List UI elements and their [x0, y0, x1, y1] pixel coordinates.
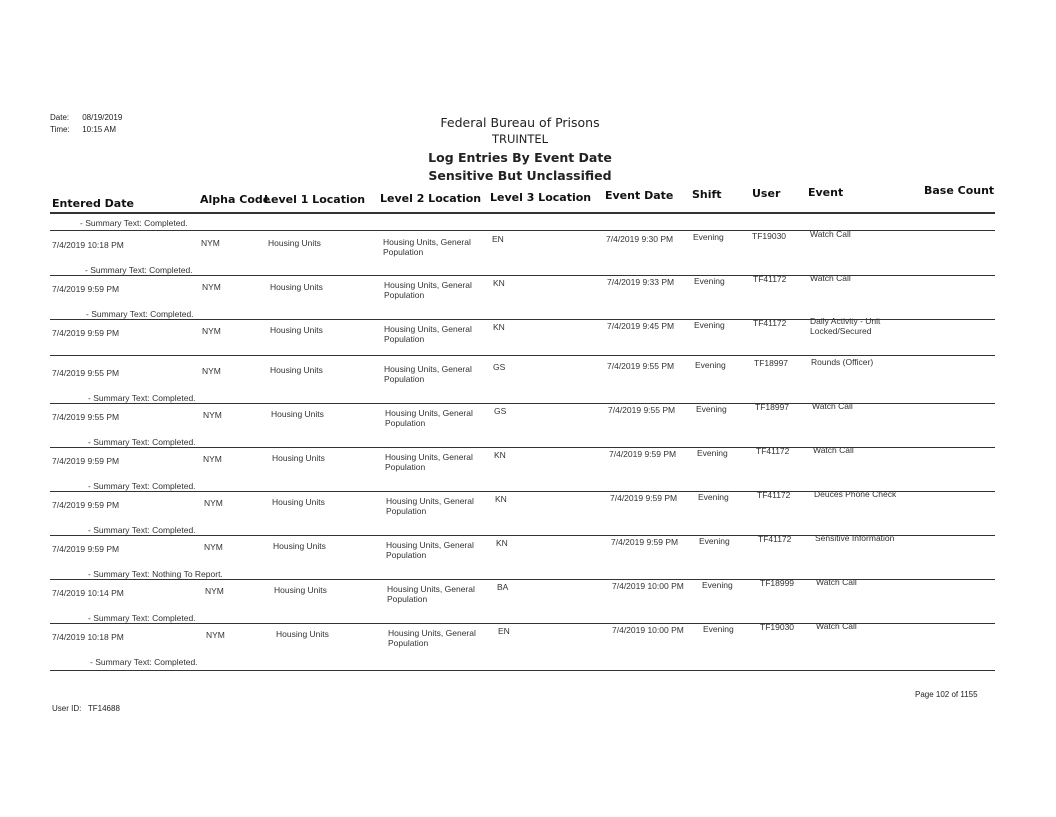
cell-level3: EN — [498, 626, 510, 636]
col-event-date: Event Date — [605, 189, 674, 202]
summary-text: - Summary Text: Completed. — [88, 613, 196, 623]
cell-event-date: 7/4/2019 10:00 PM — [612, 625, 684, 635]
cell-level2: Housing Units, General Population — [388, 628, 476, 648]
cell-event: Watch Call — [813, 445, 854, 455]
cell-level1: Housing Units — [272, 453, 325, 463]
cell-level3: KN — [496, 538, 508, 548]
cell-shift: Evening — [695, 360, 726, 370]
cell-level2: Housing Units, General Population — [386, 496, 474, 516]
footer-user-id: User ID: TF14688 — [52, 704, 120, 713]
cell-entered: 7/4/2019 9:59 PM — [52, 500, 120, 510]
cell-shift: Evening — [696, 404, 727, 414]
cell-event-date: 7/4/2019 9:55 PM — [607, 361, 675, 371]
cell-user: TF18999 — [760, 578, 795, 588]
cell-user: TF41172 — [753, 318, 787, 328]
cell-entered: 7/4/2019 9:59 PM — [52, 328, 120, 338]
summary-text: - Summary Text: Completed. — [85, 265, 193, 275]
col-base-count: Base Count — [924, 184, 995, 197]
cell-event-date: 7/4/2019 9:59 PM — [609, 449, 677, 459]
report-date: Date: 08/19/2019 — [50, 113, 123, 122]
cell-level1: Housing Units — [272, 497, 325, 507]
col-alpha-code: Alpha Code — [200, 193, 271, 206]
cell-level1: Housing Units — [270, 282, 323, 292]
cell-user: TF41172 — [757, 490, 791, 500]
cell-level3: GS — [493, 362, 506, 372]
cell-event-date: 7/4/2019 9:30 PM — [606, 234, 674, 244]
header-rule — [50, 212, 995, 214]
cell-event-date: 7/4/2019 9:59 PM — [611, 537, 679, 547]
cell-level1: Housing Units — [268, 238, 321, 248]
cell-level2: Housing Units, General Population — [384, 280, 472, 300]
summary-text: - Summary Text: Completed. — [88, 525, 196, 535]
col-entered-date: Entered Date — [52, 197, 134, 210]
col-shift: Shift — [692, 188, 722, 201]
row-divider — [50, 355, 995, 356]
col-event: Event — [808, 186, 844, 199]
cell-level2: Housing Units, General Population — [385, 408, 473, 428]
cell-event-date: 7/4/2019 9:45 PM — [607, 321, 675, 331]
table-bottom-rule — [50, 670, 995, 671]
cell-level3: KN — [493, 322, 505, 332]
cell-entered: 7/4/2019 9:59 PM — [52, 284, 120, 294]
cell-shift: Evening — [697, 448, 728, 458]
cell-shift: Evening — [694, 276, 725, 286]
report-system: TRUINTEL — [491, 132, 549, 146]
cell-event-date: 7/4/2019 9:59 PM — [610, 493, 678, 503]
cell-alpha: NYM — [202, 326, 221, 336]
cell-entered: 7/4/2019 9:55 PM — [52, 368, 120, 378]
cell-event: Sensitive Information — [815, 533, 895, 543]
cell-event: Rounds (Officer) — [811, 357, 874, 367]
col-user: User — [752, 187, 781, 200]
cell-alpha: NYM — [202, 282, 221, 292]
cell-user: TF19030 — [752, 231, 787, 241]
cell-level2: Housing Units, General Population — [384, 324, 472, 344]
cell-event: Watch Call — [812, 401, 853, 411]
cell-entered: 7/4/2019 10:14 PM — [52, 588, 124, 598]
cell-level2: Housing Units, General Population — [383, 237, 471, 257]
cell-entered: 7/4/2019 9:55 PM — [52, 412, 120, 422]
cell-user: TF41172 — [756, 446, 790, 456]
cell-entered: 7/4/2019 10:18 PM — [52, 632, 124, 642]
col-level1: Level 1 Location — [264, 193, 366, 206]
cell-alpha: NYM — [203, 454, 222, 464]
cell-shift: Evening — [702, 580, 733, 590]
cell-event: Deuces Phone Check — [814, 489, 897, 499]
cell-event: Watch Call — [816, 621, 857, 631]
cell-level1: Housing Units — [276, 629, 329, 639]
summary-text: - Summary Text: Completed. — [88, 393, 196, 403]
cell-level2: Housing Units, General Population — [387, 584, 475, 604]
cell-level1: Housing Units — [271, 409, 324, 419]
cell-level2: Housing Units, General Population — [385, 452, 473, 472]
report-org: Federal Bureau of Prisons — [440, 115, 600, 130]
cell-shift: Evening — [693, 232, 724, 242]
report-classification: Sensitive But Unclassified — [428, 168, 612, 183]
cell-event-date: 7/4/2019 9:55 PM — [608, 405, 676, 415]
cell-level2: Housing Units, General Population — [386, 540, 474, 560]
cell-alpha: NYM — [204, 542, 223, 552]
cell-user: TF18997 — [754, 358, 789, 368]
cell-event: Watch Call — [816, 577, 857, 587]
summary-text: - Summary Text: Completed. — [88, 437, 196, 447]
cell-level3: GS — [494, 406, 507, 416]
cell-level1: Housing Units — [270, 325, 323, 335]
summary-text: - Summary Text: Nothing To Report. — [88, 569, 223, 579]
cell-alpha: NYM — [202, 366, 221, 376]
cell-shift: Evening — [698, 492, 729, 502]
cell-level3: BA — [497, 582, 509, 592]
cell-user: TF19030 — [760, 622, 795, 632]
summary-text: - Summary Text: Completed. — [88, 481, 196, 491]
cell-entered: 7/4/2019 10:18 PM — [52, 240, 124, 250]
cell-user: TF41172 — [758, 534, 792, 544]
cell-level1: Housing Units — [274, 585, 327, 595]
cell-shift: Evening — [694, 320, 725, 330]
cell-level3: KN — [494, 450, 506, 460]
col-level3: Level 3 Location — [490, 191, 592, 204]
cell-user: TF41172 — [753, 274, 787, 284]
report-time: Time: 10:15 AM — [50, 125, 117, 134]
page-number: Page 102 of 1155 — [915, 690, 978, 699]
cell-event: Watch Call — [810, 273, 851, 283]
report-title: Log Entries By Event Date — [428, 150, 612, 165]
cell-shift: Evening — [703, 624, 734, 634]
cell-entered: 7/4/2019 9:59 PM — [52, 544, 120, 554]
cell-event: Watch Call — [810, 229, 851, 239]
cell-event-date: 7/4/2019 9:33 PM — [607, 277, 675, 287]
cell-level3: KN — [495, 494, 507, 504]
cell-level2: Housing Units, General Population — [384, 364, 472, 384]
cell-alpha: NYM — [204, 498, 223, 508]
cell-user: TF18997 — [755, 402, 790, 412]
summary-text: - Summary Text: Completed. — [90, 657, 198, 667]
summary-text: - Summary Text: Completed. — [86, 309, 194, 319]
summary-text: - Summary Text: Completed. — [80, 218, 188, 228]
cell-event: Daily Activity - Unit Locked/Secured — [810, 316, 881, 336]
cell-alpha: NYM — [203, 410, 222, 420]
cell-alpha: NYM — [206, 630, 225, 640]
cell-level1: Housing Units — [273, 541, 326, 551]
col-level2: Level 2 Location — [380, 192, 482, 205]
cell-level3: KN — [493, 278, 505, 288]
cell-alpha: NYM — [205, 586, 224, 596]
cell-level3: EN — [492, 234, 504, 244]
cell-shift: Evening — [699, 536, 730, 546]
cell-level1: Housing Units — [270, 365, 323, 375]
cell-entered: 7/4/2019 9:59 PM — [52, 456, 120, 466]
cell-event-date: 7/4/2019 10:00 PM — [612, 581, 684, 591]
cell-alpha: NYM — [201, 238, 220, 248]
